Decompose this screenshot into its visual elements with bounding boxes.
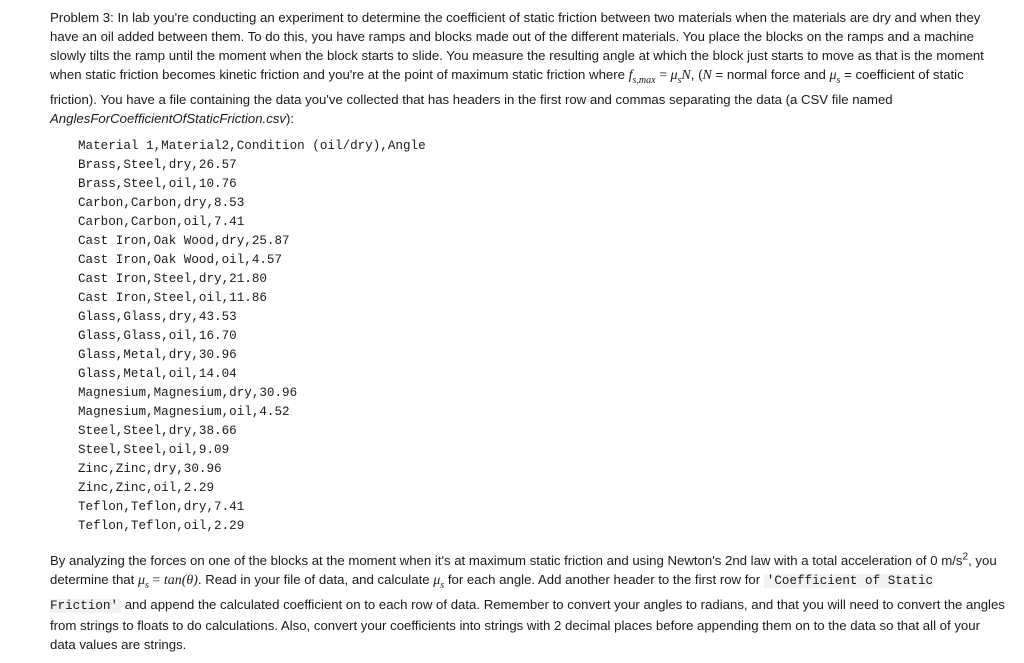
- csv-data-line: Magnesium,Magnesium,oil,4.52: [78, 405, 290, 419]
- csv-filename: AnglesForCoefficientOfStaticFriction.csv: [50, 110, 286, 126]
- mu-subscript: s: [836, 74, 841, 86]
- mu-inline-letter: μ: [433, 573, 441, 588]
- csv-data-line: Glass,Glass,oil,16.70: [78, 329, 237, 343]
- formula-equals: =: [655, 68, 671, 83]
- csv-data-line: Carbon,Carbon,dry,8.53: [78, 196, 245, 210]
- analysis-text-4: for each angle. Add another header to the first row for: [444, 572, 764, 587]
- tan-formula-rhs: tan(θ): [163, 573, 198, 588]
- analysis-text-2: , you determine that: [50, 553, 997, 587]
- csv-data-block: [78, 137, 426, 536]
- mu-symbol: [829, 68, 841, 86]
- csv-data-line: Magnesium,Magnesium,dry,30.96: [78, 386, 298, 400]
- new-header-code: 'Coefficient of Static Friction': [50, 574, 934, 613]
- problem-text-3: = normal force and: [711, 67, 830, 82]
- csv-data-line: Glass,Metal,oil,14.04: [78, 367, 237, 381]
- max-friction-formula: [628, 68, 691, 86]
- tan-formula-mu-subscript: s: [145, 579, 149, 591]
- problem-text-1: In lab you're conducting an experiment to determine the coefficient of static friction between two materials when the materials are dry and when they have an oil added between them. To do this, you have ramps and blocks made out of the different materials. You place the blocks on the ramps and a machine slowly tilts the ramp until the moment when the block starts to slide. You measure the resulting angle at which the block just starts to move as that is the moment when static friction becomes kinetic friction and you're at the point of maximum static friction where: [50, 10, 984, 82]
- analysis-instructions: [50, 551, 1005, 654]
- csv-data-line: Zinc,Zinc,dry,30.96: [78, 462, 222, 476]
- csv-header-line: Material 1,Material2,Condition (oil/dry),Angle: [78, 139, 426, 153]
- csv-data-line: Carbon,Carbon,oil,7.41: [78, 215, 245, 229]
- csv-data-line: Cast Iron,Steel,oil,11.86: [78, 291, 267, 305]
- problem-statement: [50, 8, 995, 128]
- csv-data-line: Brass,Steel,oil,10.76: [78, 177, 237, 191]
- formula-f-subscript: s,max: [632, 74, 656, 86]
- formula-f: f: [628, 68, 633, 83]
- problem-text-5: ):: [286, 110, 295, 126]
- csv-data-line: Cast Iron,Oak Wood,oil,4.57: [78, 253, 283, 267]
- csv-data-line: Brass,Steel,dry,26.57: [78, 158, 237, 172]
- csv-data-line: Zinc,Zinc,oil,2.29: [78, 481, 215, 495]
- csv-data-line: Glass,Metal,dry,30.96: [78, 348, 237, 362]
- csv-data-line: Cast Iron,Steel,dry,21.80: [78, 272, 267, 286]
- csv-data-line: Teflon,Teflon,oil,2.29: [78, 519, 245, 533]
- formula-mu-subscript: s: [677, 74, 682, 86]
- analysis-text-3: . Read in your file of data, and calculate: [197, 572, 434, 587]
- mu-inline-subscript: s: [440, 579, 445, 591]
- problem-text-2: , (: [690, 67, 703, 82]
- analysis-text-1: By analyzing the forces on one of the blocks at the moment when it's at maximum static friction and using Newton's 2nd law with a total acceleration of 0 m/s: [50, 553, 963, 568]
- analysis-text-5: and append the calculated coefficient on to each row of data. Remember to convert your angles to radians, and that you will need to convert the angles from strings to floats to do calculations. Also, convert your coefficients into strings with 2 decimal places before appending them on to the data so that all of your data values are strings.: [50, 596, 1005, 652]
- n-symbol: N: [702, 68, 712, 83]
- analysis-exponent: 2: [962, 551, 969, 563]
- problem-text-4: = coefficient of static friction). You have a file containing the data you've collected that has headers in the first row and commas separating the data (a CSV file named: [50, 67, 964, 107]
- formula-mu: μ: [670, 68, 678, 83]
- csv-data-line: Steel,Steel,dry,38.66: [78, 424, 237, 438]
- tan-formula: [137, 573, 198, 591]
- mu-letter: μ: [829, 68, 837, 83]
- csv-data-line: Cast Iron,Oak Wood,dry,25.87: [78, 234, 290, 248]
- csv-data-line: Steel,Steel,oil,9.09: [78, 443, 230, 457]
- mu-symbol-inline: [433, 573, 445, 591]
- problem-label: Problem 3:: [50, 10, 114, 25]
- formula-n: N: [681, 68, 691, 83]
- csv-data-line: Glass,Glass,dry,43.53: [78, 310, 237, 324]
- tan-formula-mu: μ: [137, 573, 145, 588]
- tan-formula-equals: =: [148, 573, 164, 588]
- csv-data-line: Teflon,Teflon,dry,7.41: [78, 500, 245, 514]
